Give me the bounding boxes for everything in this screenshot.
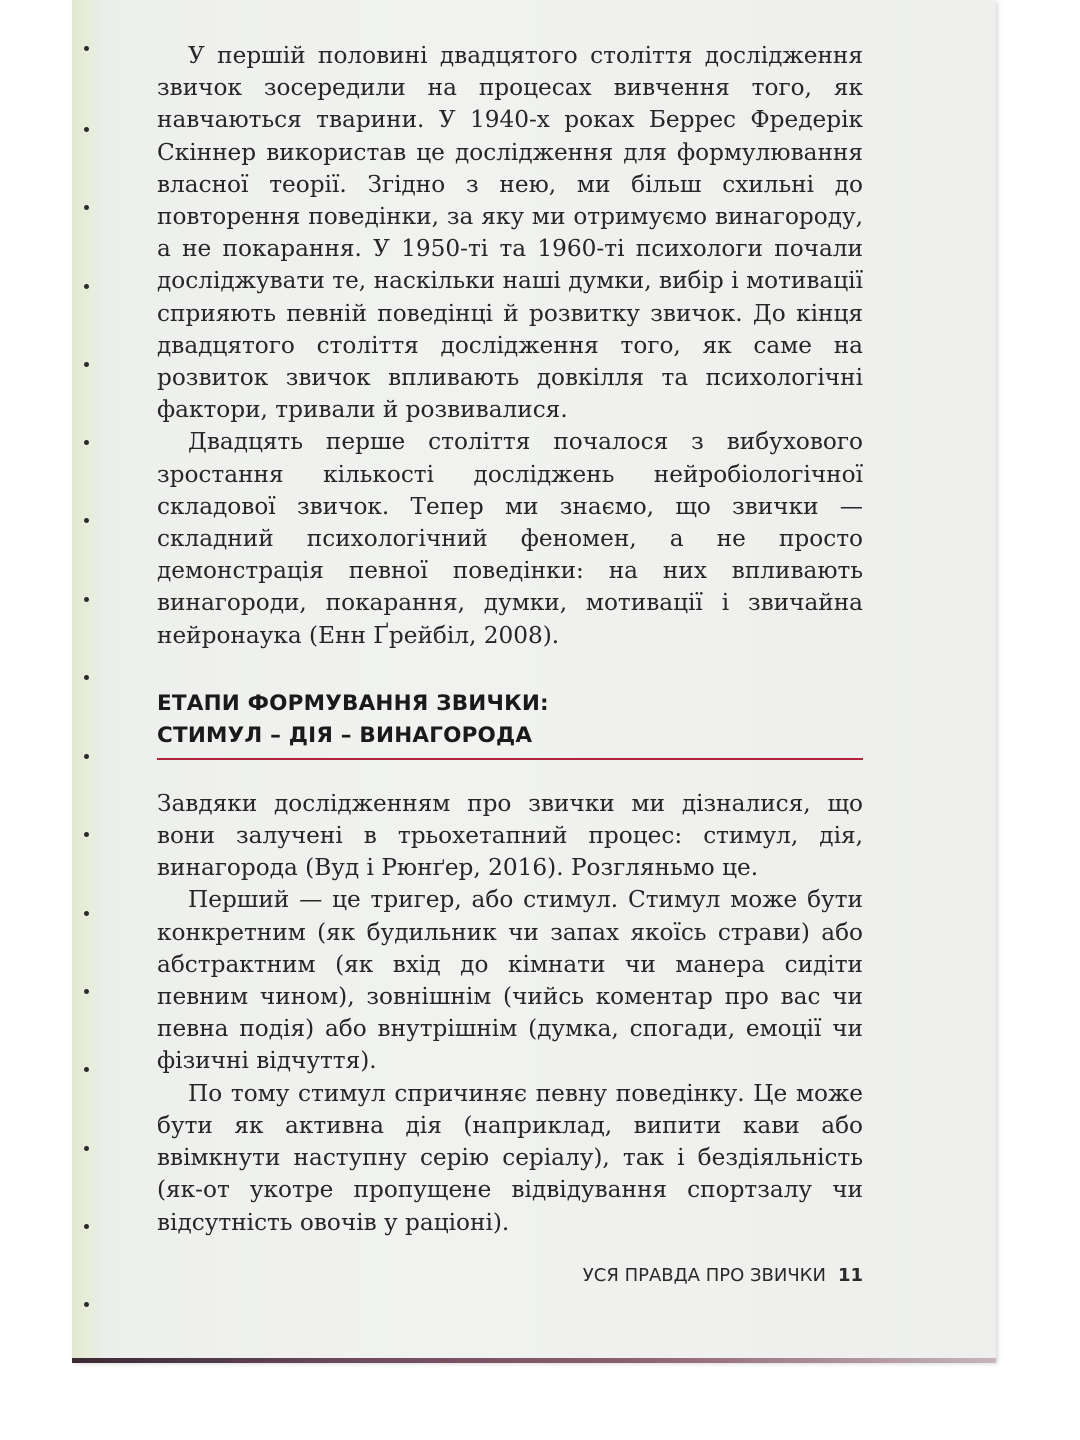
body-paragraph: У першій половині двадцятого століття дослідження звичок зосередили на процесах вивчення того, як навчаються тварини. У 1940-х роках Беррес Фредерік Скіннер використав це дослідження для формулювання власної теорії. Згідно з нею, ми більш схильні до повторення поведінки, за яку ми отримуємо винагороду, а не покарання. У 1950-ті та 1960-ті психологи почали досліджувати те, наскільки наші думки, вибір і мотивації сприяють певній поведінці й розвитку звичок. До кінця двадцятого століття дослідження того, як саме на розвиток звичок впливають довкілля та психологічні фактори, тривали й розвивалися. [157, 42, 863, 424]
binding-hole [84, 1067, 89, 1072]
binding-hole [84, 362, 89, 367]
body-paragraph: Перший — це тригер, або стимул. Стимул може бути конкретним (як будильник чи запах якоїсь страви) або абстрактним (як вхід до кімнати чи манера сидіти певним чином), зовнішнім (чийсь коментар про вас чи певна подія) або внутрішнім (думка, спогади, емоції чи фізичні відчуття). [157, 886, 863, 1075]
page-bottom-edge [72, 1358, 996, 1363]
running-footer [157, 1265, 863, 1286]
binding-hole [84, 440, 89, 445]
binding-hole [84, 205, 89, 210]
binding-hole [84, 284, 89, 289]
binding-hole [84, 1146, 89, 1151]
binding-hole [84, 1224, 89, 1229]
binding-hole [84, 127, 89, 132]
body-paragraph: По тому стимул спричиняє певну поведінку. Це може бути як активна дія (наприклад, випити кави або ввімкнути наступну серію серіалу), так і бездіяльність (як-от укотре пропущене відвідування спортзалу чи відсутність овочів у раціоні). [157, 1079, 863, 1236]
binding-hole [84, 1302, 89, 1307]
running-title: УСЯ ПРАВДА ПРО ЗВИЧКИ [582, 1265, 826, 1286]
binding-hole [84, 832, 89, 837]
binding-hole [84, 46, 89, 51]
body-paragraph: Двадцять перше століття почалося з вибухового зростання кількості досліджень нейробіологічної складової звичок. Тепер ми знаємо, що звички — складний психологічний феномен, а не просто демонстрація певної поведінки: на них впливають винагороди, покарання, думки, мотивації і звичайна нейронаука (Енн Ґрейбіл, 2008). [157, 428, 863, 649]
section-heading-line: СТИМУЛ – ДІЯ – ВИНАГОРОДА [157, 722, 533, 748]
binding-hole [84, 989, 89, 994]
body-paragraph: Завдяки дослідженням про звички ми дізналися, що вони залучені в трьохетапний процес: стимул, дія, винагорода (Вуд і Рюнґер, 2016). Розгляньмо це. [157, 789, 863, 882]
binding-hole [84, 518, 89, 523]
binding-hole [84, 911, 89, 916]
section-heading-line: ЕТАПИ ФОРМУВАННЯ ЗВИЧКИ: [157, 690, 549, 716]
binding-hole [84, 597, 89, 602]
page-content [157, 40, 863, 1239]
binding-hole [84, 754, 89, 759]
section-heading [157, 688, 863, 760]
page-number: 11 [837, 1265, 863, 1286]
binding-hole [84, 675, 89, 680]
